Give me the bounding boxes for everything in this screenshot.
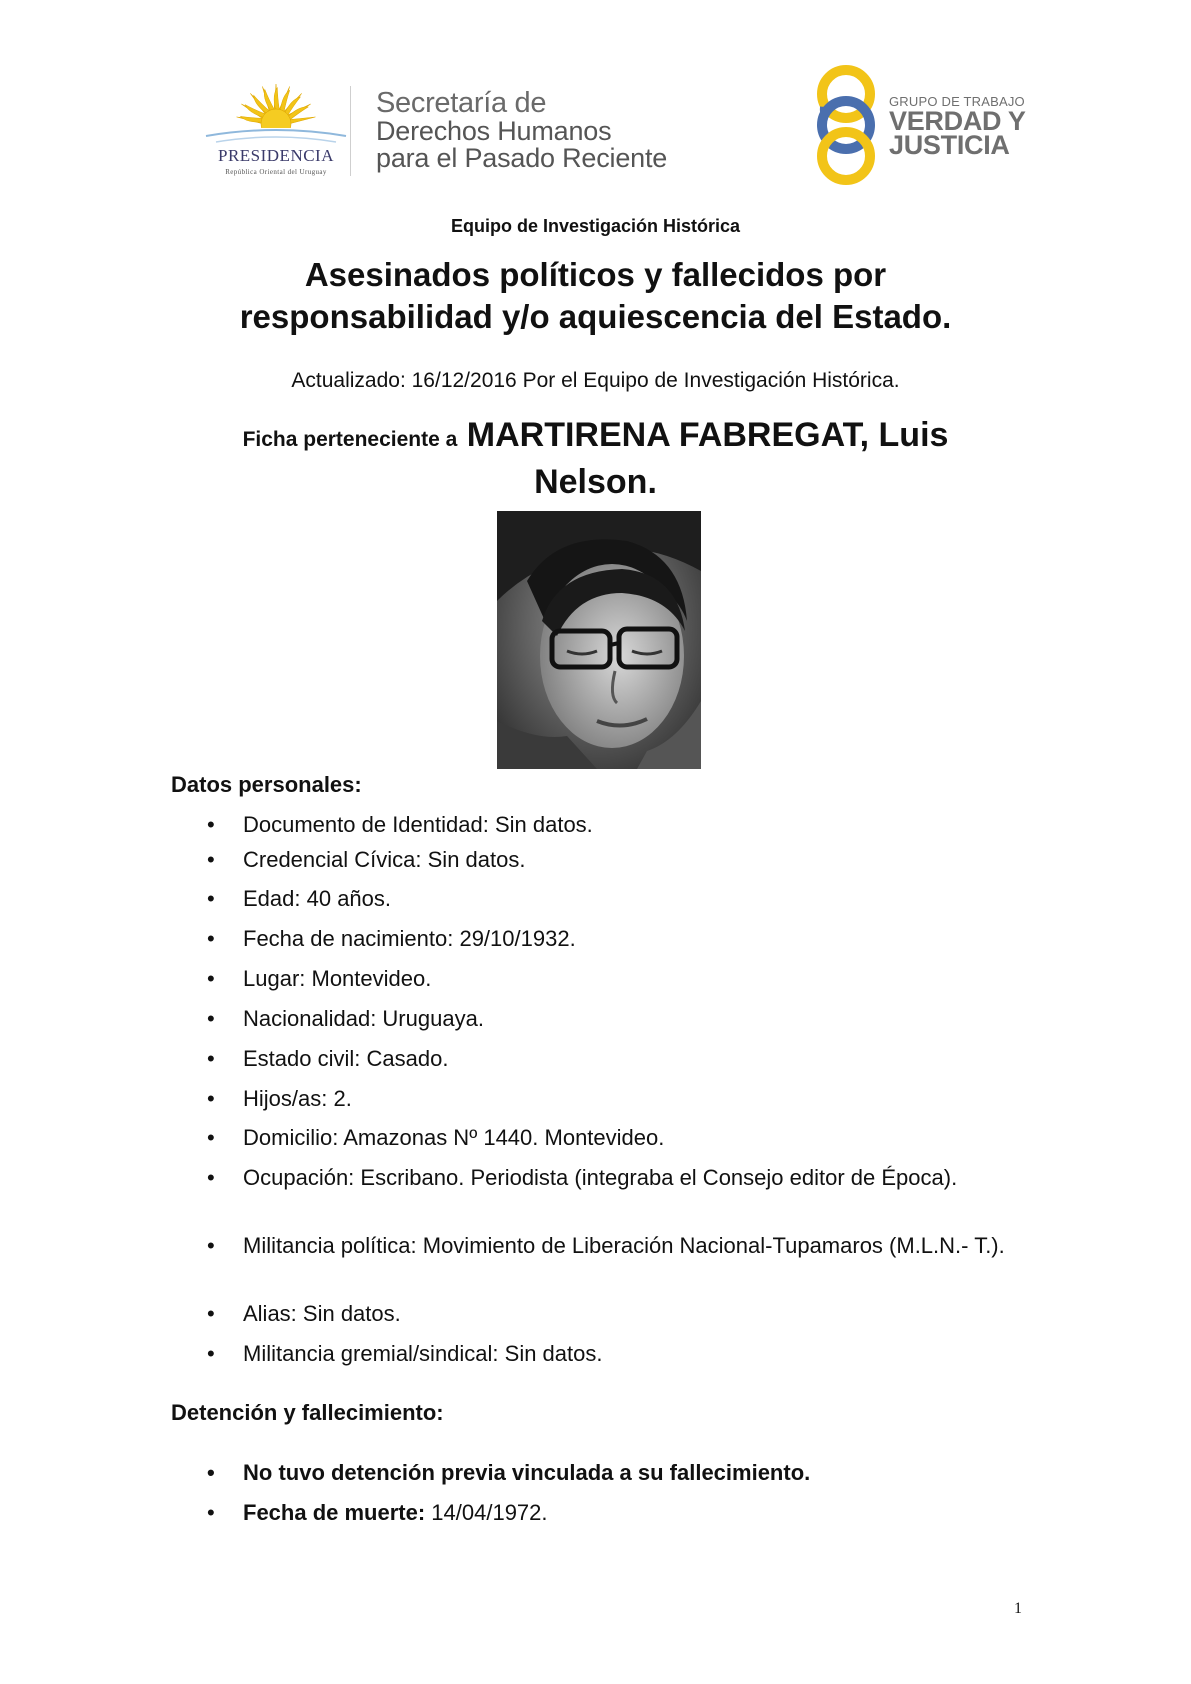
bullet-icon: • bbox=[207, 812, 215, 837]
presidencia-subtitle: República Oriental del Uruguay bbox=[225, 168, 327, 176]
grupo-trabajo-logo bbox=[808, 62, 1028, 187]
list-item: • Lugar: Montevideo. bbox=[207, 966, 432, 991]
bullet-icon: • bbox=[207, 1046, 215, 1071]
detencion-heading: Detención y fallecimiento: bbox=[171, 1400, 444, 1425]
list-item: • Militancia política: Movimiento de Liberación Nacional-Tupamaros (M.L.N.- T.). bbox=[207, 1233, 1005, 1258]
datos-personales-heading: Datos personales: bbox=[171, 772, 362, 797]
list-item: • Nacionalidad: Uruguaya. bbox=[207, 1006, 484, 1031]
ficha-heading bbox=[0, 414, 1191, 503]
updated-line: Actualizado: 16/12/2016 Por el Equipo de Investigación Histórica. bbox=[291, 369, 900, 392]
list-item bbox=[207, 1499, 1023, 1527]
secretaria-line1: Secretaría de bbox=[376, 87, 547, 119]
ficha-name-line1: MARTIRENA FABREGAT, Luis bbox=[466, 416, 949, 454]
document-title bbox=[0, 254, 1191, 338]
portrait-image bbox=[497, 511, 701, 769]
equipo-heading: Equipo de Investigación Histórica bbox=[450, 216, 741, 236]
presidencia-logo bbox=[196, 82, 356, 182]
bullet-icon: • bbox=[207, 926, 215, 951]
bullet-icon: • bbox=[207, 1341, 215, 1366]
portrait-photo bbox=[497, 511, 701, 769]
grupo-line2: VERDAD Y bbox=[889, 106, 1026, 136]
bullet-icon: • bbox=[207, 1125, 215, 1150]
secretaria-logo-text bbox=[376, 88, 716, 172]
bullet-icon: • bbox=[207, 1301, 215, 1326]
bullet-icon: • bbox=[207, 1500, 215, 1525]
ficha-name-line2: Nelson. bbox=[534, 463, 657, 501]
list-item: • Fecha de nacimiento: 29/10/1932. bbox=[207, 926, 576, 951]
fecha-muerte-label: Fecha de muerte: bbox=[243, 1500, 426, 1525]
bullet-icon: • bbox=[207, 1460, 215, 1485]
bullet-icon: • bbox=[207, 1086, 215, 1111]
secretaria-line3: para el Pasado Reciente bbox=[376, 143, 668, 173]
list-item: • Edad: 40 años. bbox=[207, 886, 392, 911]
list-item: • Alias: Sin datos. bbox=[207, 1301, 401, 1326]
page-number: 1 bbox=[1014, 1600, 1022, 1617]
ficha-label: Ficha perteneciente a bbox=[242, 428, 458, 451]
logo-divider bbox=[350, 86, 351, 176]
list-item: • No tuvo detención previa vinculada a su fallecimiento. bbox=[207, 1460, 811, 1485]
bullet-icon: • bbox=[207, 847, 215, 872]
list-item: • Militancia gremial/sindical: Sin datos. bbox=[207, 1341, 603, 1366]
bullet-icon: • bbox=[207, 1006, 215, 1031]
list-item: • Estado civil: Casado. bbox=[207, 1046, 449, 1071]
bullet-icon: • bbox=[207, 1165, 215, 1190]
list-item: • Ocupación: Escribano. Periodista (integraba el Consejo editor de Época). bbox=[207, 1165, 958, 1190]
presidencia-name: PRESIDENCIA bbox=[217, 146, 334, 165]
sun-of-may-icon bbox=[196, 82, 356, 152]
bullet-icon: • bbox=[207, 886, 215, 911]
secretaria-line2: Derechos Humanos bbox=[376, 116, 612, 146]
grupo-line3: JUSTICIA bbox=[889, 130, 1010, 160]
list-item: • Documento de Identidad: Sin datos. bbox=[207, 812, 593, 837]
title-line1: Asesinados políticos y fallecidos por bbox=[304, 256, 887, 293]
list-item: • Credencial Cívica: Sin datos. bbox=[207, 847, 526, 872]
list-item: • Domicilio: Amazonas Nº 1440. Montevideo. bbox=[207, 1125, 665, 1150]
bullet-icon: • bbox=[207, 966, 215, 991]
linked-rings-icon bbox=[808, 62, 888, 187]
grupo-line1: GRUPO DE TRABAJO bbox=[889, 94, 1025, 109]
title-line2: responsabilidad y/o aquiescencia del Estado. bbox=[239, 298, 952, 335]
fecha-muerte-value: 14/04/1972. bbox=[431, 1500, 548, 1525]
list-item: • Hijos/as: 2. bbox=[207, 1086, 352, 1111]
bullet-icon: • bbox=[207, 1233, 215, 1258]
